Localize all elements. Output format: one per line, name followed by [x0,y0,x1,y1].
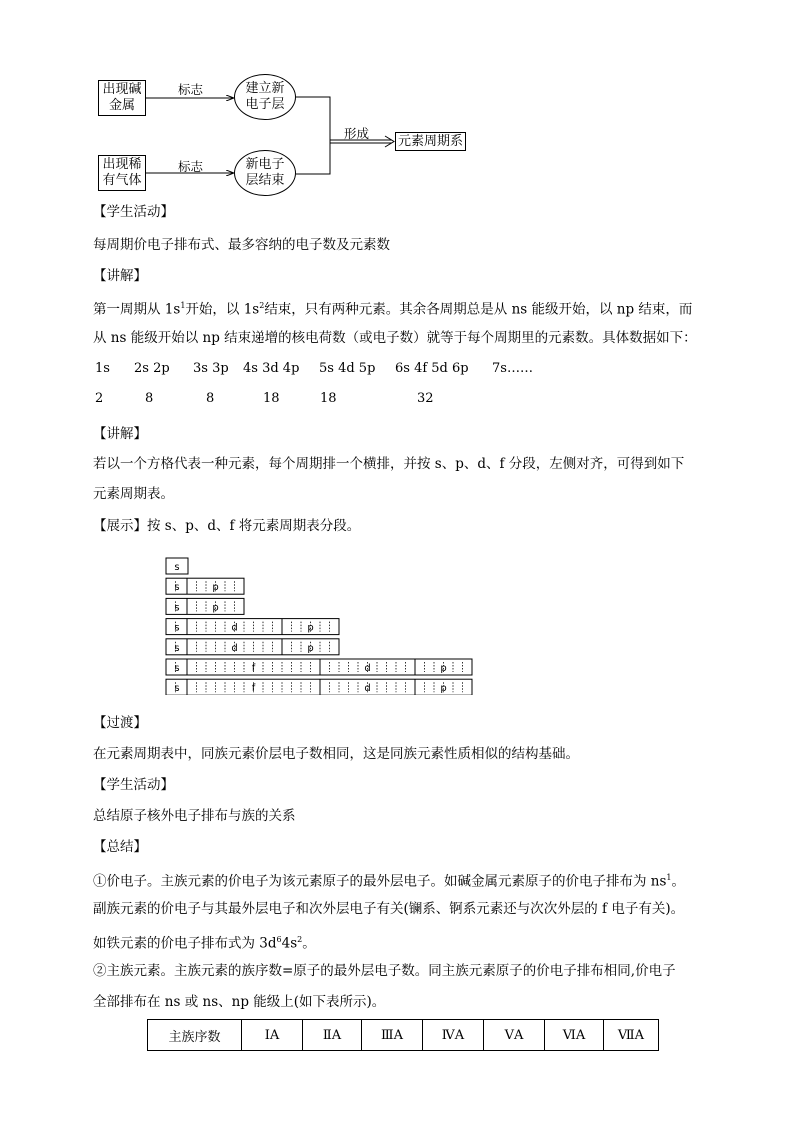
orbital-5: 5s 4d 5p [319,361,376,376]
oval2-line1: 新电子 [245,157,285,172]
box-alkali-line2: 金属 [108,98,135,113]
box-alkali-line1: 出现碱 [102,82,142,97]
orbital-6: 6s 4f 5d 6p [395,361,469,376]
sec7-p3-end: 。 [302,935,316,952]
sec3-para2: 元素周期表。 [93,486,174,502]
block-label: d [231,622,238,634]
block-label: d [231,642,238,654]
sec2-p1b: 开始，以 1s [185,301,260,318]
table-cell: 主族序数 [148,1020,242,1051]
sec2-sup2: 2 [259,301,265,310]
block-label: p [307,622,314,634]
sec7-heading: 【总结】 [93,839,147,855]
orbital-2: 2s 2p [134,361,170,376]
block-label: s [174,622,180,634]
sec2-p1a: 第一周期从 1s [93,301,181,318]
sec6-heading: 【学生活动】 [93,777,174,793]
table-cell: ⅤA [484,1020,545,1051]
sec7-p3-sup2: 2 [297,935,303,944]
sec7-p1-sup: 1 [666,873,672,882]
table-cell: ⅡA [303,1020,362,1051]
sec7-para5: 全部排布在 ns 或 ns、np 能级上(如下表所示)。 [93,994,386,1010]
sec6-text: 总结原子核外电子排布与族的关系 [93,808,296,824]
box-periodic-system: 元素周期系 [395,132,466,151]
flow-connectors [0,0,794,220]
sec7-p1-end: 。 [671,873,686,890]
sec2-sup1: 1 [180,301,186,310]
block-label: s [174,582,180,594]
block-label: p [440,683,447,695]
sec7-p1: ①价电子。主族元素的价电子为该元素原子的最外层电子。如碱金属元素原子的价电子排布为 ns [93,873,667,890]
spdf-block-diagram [160,555,635,695]
double-arrow-head [385,136,394,147]
count-2: 8 [145,391,154,406]
orbital-4: 4s 3d 4p [243,361,300,376]
table-cell: ⅦA [604,1020,659,1051]
block-label: s [174,663,180,674]
main-group-table [147,1019,659,1051]
sec2-para1 [93,295,692,321]
sec4-text: 按 s、p、d、f 将元素周期表分段。 [147,518,361,534]
sec7-p3-mid: 4s [281,935,298,952]
count-5: 18 [320,391,337,406]
block-label: f [251,683,256,695]
block-label: p [212,582,219,594]
block-label: d [364,663,371,674]
block-label: p [307,642,314,654]
orbital-1: 1s [95,361,110,376]
sec7-p3: 如铁元素的价电子排布式为 3d [93,935,277,952]
block-label: s [174,683,180,695]
sec7-p3-sup1: 6 [276,935,282,944]
oval1-line2: 电子层 [245,97,285,112]
box-noble-line2: 有气体 [102,173,142,188]
oval2-line2: 层结束 [245,173,285,188]
orbital-7: 7s…… [492,361,533,376]
arrow-label-2: 标志 [178,159,204,174]
table-cell: ⅣA [423,1020,484,1051]
block-label: s [174,562,180,573]
sec3-para1: 若以一个方格代表一种元素，每个周期排一个横排，并按 s、p、d、f 分段，左侧对齐，可得到如下 [93,456,685,472]
count-1: 2 [95,391,104,406]
table-cell: ⅢA [362,1020,423,1051]
sec2-heading: 【讲解】 [93,268,147,284]
sec5-heading: 【过渡】 [93,715,147,731]
sec2-p1c: 结束，只有两种元素。其余各周期总是从 ns 能级开始，以 np 结束，而 [264,301,693,318]
count-4: 18 [263,391,280,406]
sec2-para2: 从 ns 能级开始以 np 结束递增的核电荷数（或电子数）就等于每个周期里的元素数。具体数据如下： [93,330,697,346]
count-3: 8 [206,391,215,406]
row-box [166,659,472,675]
merge-label: 形成 [344,126,370,141]
box-noble-line1: 出现稀 [102,157,142,172]
block-label: p [212,602,219,614]
sec7-para1 [93,867,685,893]
table-row [148,1020,659,1051]
row-box [166,679,472,695]
orbital-3: 3s 3p [193,361,229,376]
count-6: 32 [417,391,434,406]
bracket [296,97,330,174]
oval1-line1: 建立新 [245,81,285,96]
block-label: s [174,642,180,654]
block-label: p [440,663,447,674]
sec1-text: 每周期价电子排布式、最多容纳的电子数及元素数 [93,237,390,253]
block-label: s [174,602,180,614]
sec1-heading: 【学生活动】 [93,204,174,220]
sec4-line [93,515,360,537]
table-cell: ⅠA [242,1020,303,1051]
block-label: d [364,683,371,695]
sec4-heading: 【展示】 [93,518,147,534]
table-cell: ⅥA [545,1020,604,1051]
sec7-para4: ②主族元素。主族元素的族序数=原子的最外层电子数。同主族元素原子的价电子排布相同,价电子 [93,963,676,979]
sec5-text: 在元素周期表中，同族元素价层电子数相同，这是同族元素性质相似的结构基础。 [93,746,579,762]
arrow-label-1: 标志 [178,82,204,97]
sec7-para2: 副族元素的价电子与其最外层电子和次外层电子有关(镧系、锕系元素还与次次外层的 f 电子有关)。 [93,901,685,917]
block-label: f [251,663,256,674]
sec7-para3 [93,929,316,955]
sec3-heading: 【讲解】 [93,426,147,442]
